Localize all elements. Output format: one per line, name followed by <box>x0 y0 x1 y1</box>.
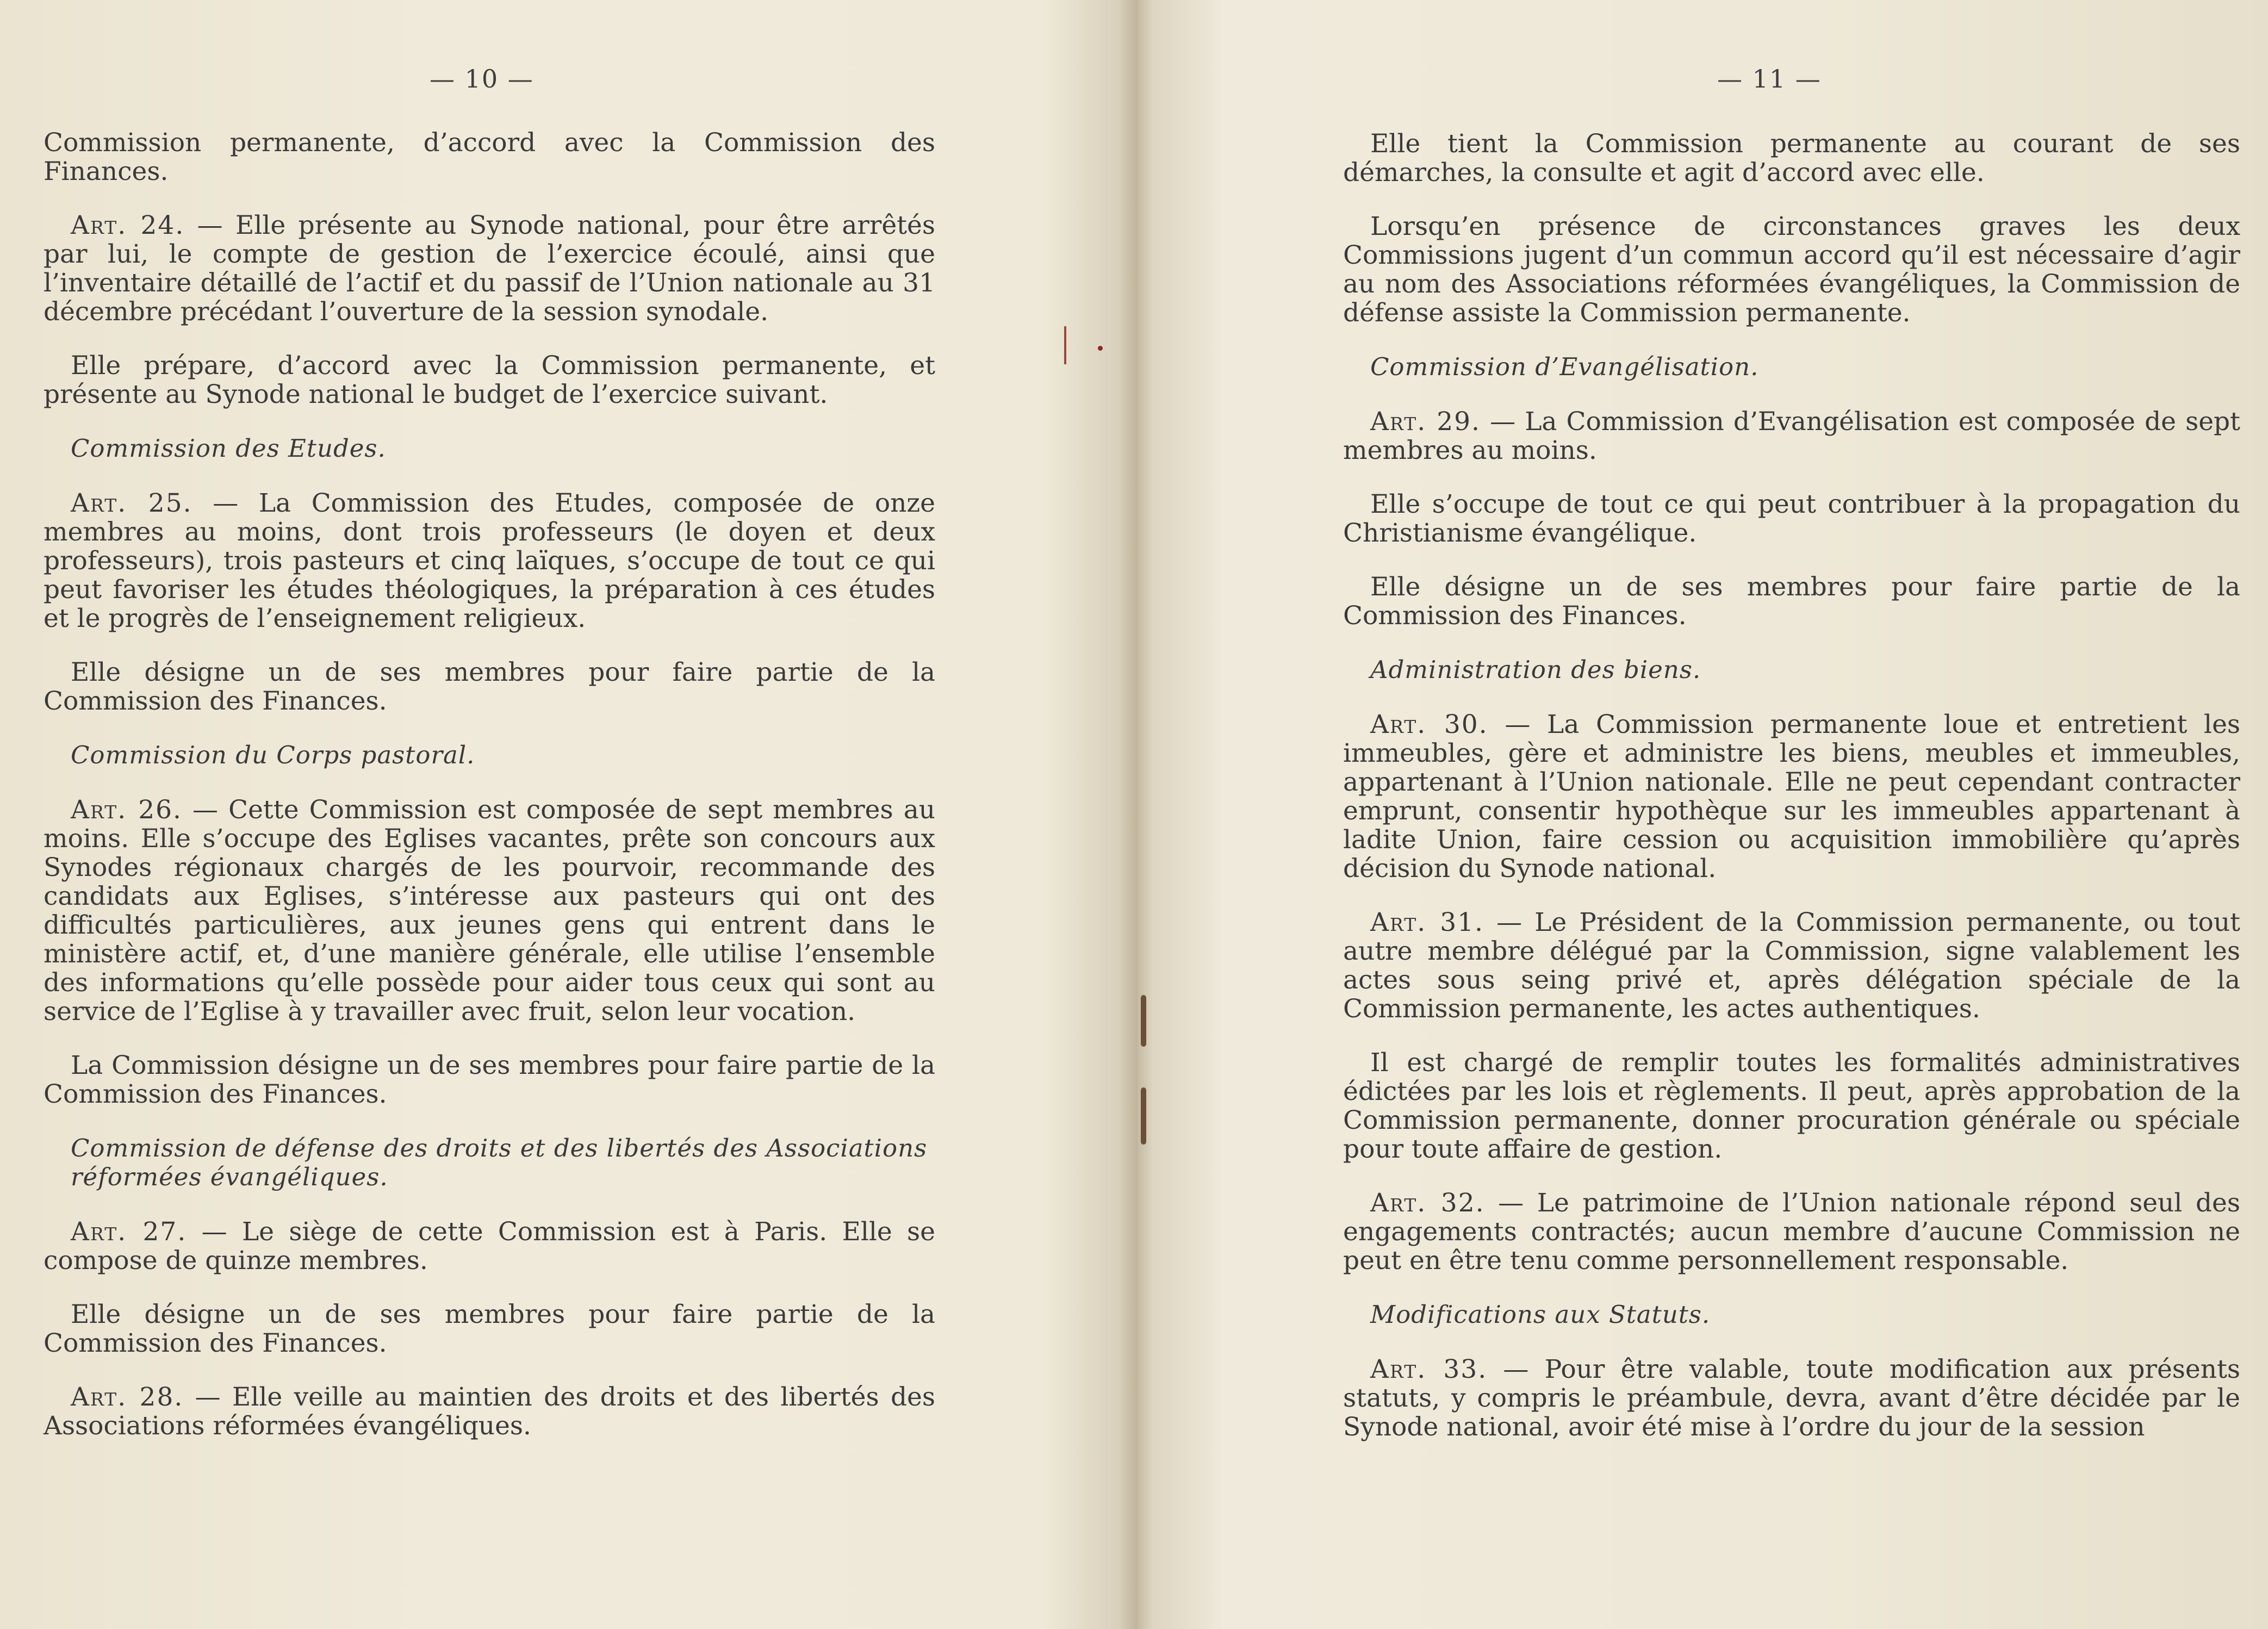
center-fold <box>1120 0 1153 1629</box>
staple-bottom <box>1141 1087 1146 1145</box>
staple-top <box>1141 995 1146 1047</box>
paragraph-text: — Le Président de la Commission permanente, ou tout autre membre délégué par la Commission, signe valablement les actes sous seing privé et, après délégation spéciale de la Commission permanente, les actes authentiques. <box>1343 907 2240 1024</box>
paragraph-text: Elle tient la Commission permanente au courant de ses démarches, la consulte et agit d’accord avec elle. <box>1343 129 2240 188</box>
margin-mark <box>1064 326 1066 364</box>
section-heading: Administration des biens. <box>1370 655 1701 684</box>
left-page <box>44 0 935 1629</box>
article-paragraph <box>44 211 935 326</box>
article-label: Art. 30. <box>1370 710 1488 739</box>
paragraph-text: — La Commission permanente loue et entretient les immeubles, gère et administre les biens, meubles et immeubles, appartenant à l’Union nationale. Elle ne peut cependant contracter emprunt, consentir hypothèque sur les immeubles appartenant à ladite Union, faire cession ou acquisition immobilière qu’après décision du Synode national. <box>1343 710 2240 884</box>
paragraph-text: — Pour être valable, toute modification aux présents statuts, y compris le préambule, devra, avant d’être décidée par le Synode national, avoir été mise à l’ordre du jour de la session <box>1343 1354 2240 1442</box>
paragraph <box>44 1051 935 1109</box>
article-paragraph <box>44 1383 935 1440</box>
page-content <box>1343 129 2240 1466</box>
paragraph-text: Commission permanente, d’accord avec la Commission des Finances. <box>44 128 935 186</box>
article-paragraph <box>1343 710 2240 883</box>
article-label: Art. 27. <box>71 1217 187 1247</box>
section-heading: Commission du Corps pastoral. <box>71 741 475 769</box>
article-paragraph <box>1343 908 2240 1023</box>
paragraph-text: — Elle présente au Synode national, pour être arrêtés par lui, le compte de gestion de l’exercice écoulé, ainsi que l’inventaire détaillé de l’actif et du passif de l’Union nationale au 31 décembre précédant l’ouverture de la session synodale. <box>44 210 935 327</box>
paragraph-text: — Le siège de cette Commission est à Paris. Elle se compose de quinze membres. <box>44 1217 935 1276</box>
section-heading: Commission de défense des droits et des libertés des Associations réformées évangéliques. <box>71 1134 928 1191</box>
paragraph-text: Elle désigne un de ses membres pour faire partie de la Commission des Finances. <box>44 1300 935 1358</box>
paragraph <box>1343 490 2240 548</box>
section-heading: Commission d’Evangélisation. <box>1370 352 1759 381</box>
paragraph-text: Elle désigne un de ses membres pour faire partie de la Commission des Finances. <box>1343 572 2240 631</box>
paragraph <box>44 351 935 409</box>
article-label: Art. 29. <box>1370 407 1481 437</box>
paragraph-text: — Le patrimoine de l’Union nationale répond seul des engagements contractés; aucun membre d’aucune Commission ne peut en être tenu comme personnellement responsable. <box>1343 1188 2240 1276</box>
article-paragraph <box>1343 1189 2240 1275</box>
paragraph <box>1343 212 2240 327</box>
paragraph-text: — Cette Commission est composée de sept membres au moins. Elle s’occupe des Eglises vacantes, prête son concours aux Synodes régionaux chargés de les pourvoir, recommande des candidats aux Eglises, s’intéresse aux pasteurs qui ont des difficultés particulières, aux jeunes gens qui entrent dans le ministère actif, et, d’une manière générale, elle utilise l’ensemble des informations qu’elle possède pour aider tous ceux qui sont au service de l’Eglise à y travailler avec fruit, selon leur vocation. <box>44 795 935 1027</box>
article-label: Art. 33. <box>1370 1354 1488 1384</box>
paragraph-text: — Elle veille au maintien des droits et des libertés des Associations réformées évangéliques. <box>44 1382 935 1441</box>
article-paragraph <box>44 795 935 1026</box>
paragraph <box>1343 573 2240 630</box>
page-content <box>44 128 935 1465</box>
paragraph-text: Elle désigne un de ses membres pour faire partie de la Commission des Finances. <box>44 657 935 716</box>
section-heading: Modifications aux Statuts. <box>1370 1300 1711 1329</box>
section-heading: Commission des Etudes. <box>71 434 386 463</box>
article-label: Art. 32. <box>1370 1188 1485 1218</box>
article-paragraph <box>1343 1355 2240 1441</box>
ink-dot <box>1098 346 1103 351</box>
article-paragraph <box>1343 407 2240 465</box>
paragraph-text: Lorsqu’en présence de circonstances graves les deux Commissions jugent d’un commun accord qu’il est nécessaire d’agir au nom des Associations réformées évangéliques, la Commission de défense assiste la Commission permanente. <box>1343 212 2240 328</box>
article-label: Art. 31. <box>1370 907 1484 937</box>
paragraph-text: Il est chargé de remplir toutes les formalités administratives édictées par les lois et règlements. Il peut, après approbation de la Commission permanente, donner procuration générale ou spéciale pour toute affaire de gestion. <box>1343 1048 2240 1164</box>
article-paragraph <box>44 1217 935 1275</box>
paragraph <box>1343 129 2240 187</box>
paragraph-text: — La Commission d’Evangélisation est composée de sept membres au moins. <box>1343 407 2240 465</box>
article-label: Art. 26. <box>71 795 182 825</box>
paragraph <box>44 658 935 716</box>
article-label: Art. 24. <box>71 210 185 240</box>
page-number: — 10 — <box>430 64 534 94</box>
paragraph-text: La Commission désigne un de ses membres pour faire partie de la Commission des Finances. <box>44 1050 935 1109</box>
paragraph <box>44 1300 935 1358</box>
paragraph <box>44 128 935 186</box>
article-label: Art. 25. <box>71 488 192 518</box>
paragraph-text: Elle s’occupe de tout ce qui peut contribuer à la propagation du Christianisme évangélique. <box>1343 489 2240 548</box>
page-number: — 11 — <box>1717 64 1822 94</box>
paragraph-text: Elle prépare, d’accord avec la Commission permanente, et présente au Synode national le budget de l’exercice suivant. <box>44 351 935 409</box>
article-paragraph <box>44 489 935 633</box>
paragraph-text: — La Commission des Etudes, composée de onze membres au moins, dont trois professeurs (le doyen et deux professeurs), trois pasteurs et cinq laïques, s’occupe de tout ce qui peut favoriser les études théologiques, la préparation à ces études et le progrès de l’enseignement religieux. <box>44 488 935 633</box>
right-page <box>1343 0 2240 1629</box>
paragraph <box>1343 1048 2240 1164</box>
article-label: Art. 28. <box>71 1382 184 1412</box>
